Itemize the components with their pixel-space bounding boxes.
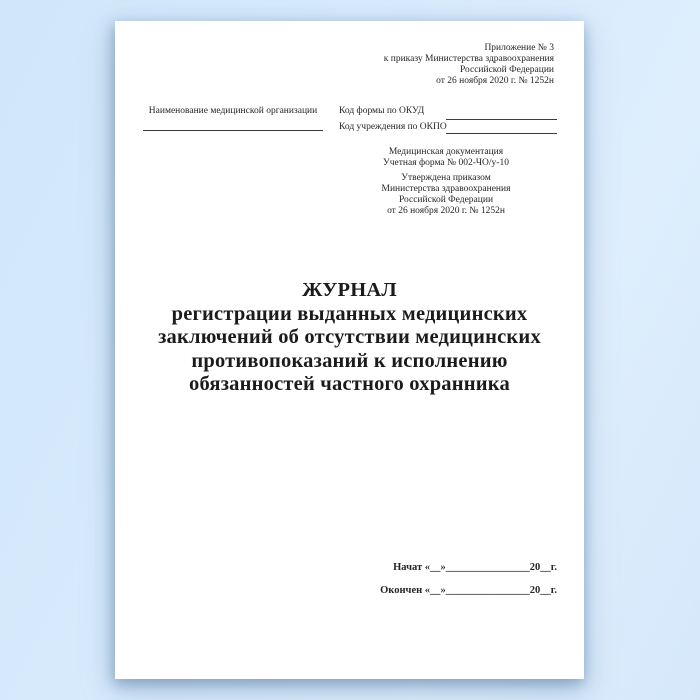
okpo-code-blank-line <box>446 133 557 134</box>
meddoc-line: Утверждена приказом <box>401 173 491 183</box>
appendix-line: Приложение № 3 <box>484 43 554 53</box>
medical-documentation-block <box>336 147 556 217</box>
title-line: противопоказаний к исполнению <box>191 349 508 372</box>
finished-date-row: Окончен «__»________________20__г. <box>380 585 557 596</box>
title-line: обязанностей частного охранника <box>189 373 510 395</box>
meddoc-line: Министерства здравоохранения <box>381 184 511 194</box>
meddoc-line: Медицинская документация <box>388 147 504 157</box>
appendix-header-block <box>384 43 554 87</box>
meddoc-line: Учетная форма № 002-ЧО/у-10 <box>383 158 509 168</box>
meddoc-line: Российской Федерации <box>398 195 494 205</box>
approval-paragraph <box>336 173 556 217</box>
okud-code-blank-line <box>446 119 557 120</box>
appendix-line: от 26 ноября 2020 г. № 1252н <box>436 76 554 86</box>
appendix-line: к приказу Министерства здравоохранения <box>383 54 554 64</box>
form-number-paragraph <box>336 147 556 169</box>
organization-name-field <box>143 105 323 131</box>
journal-dates-block <box>380 562 557 597</box>
okpo-code-label: Код учреждения по ОКПО <box>339 122 447 132</box>
title-line: ЖУРНАЛ <box>302 279 397 301</box>
document-page <box>115 21 584 679</box>
document-title <box>115 279 584 397</box>
organization-name-label: Наименование медицинской организации <box>148 106 318 116</box>
appendix-line: Российской Федерации <box>459 65 554 75</box>
title-line: заключений об отсутствии медицинских <box>158 326 541 348</box>
meddoc-line: от 26 ноября 2020 г. № 1252н <box>387 206 505 216</box>
title-line: регистрации выданных медицинских <box>171 302 528 325</box>
started-date-row: Начат «__»________________20__г. <box>393 562 557 573</box>
okud-code-label: Код формы по ОКУД <box>339 106 425 116</box>
